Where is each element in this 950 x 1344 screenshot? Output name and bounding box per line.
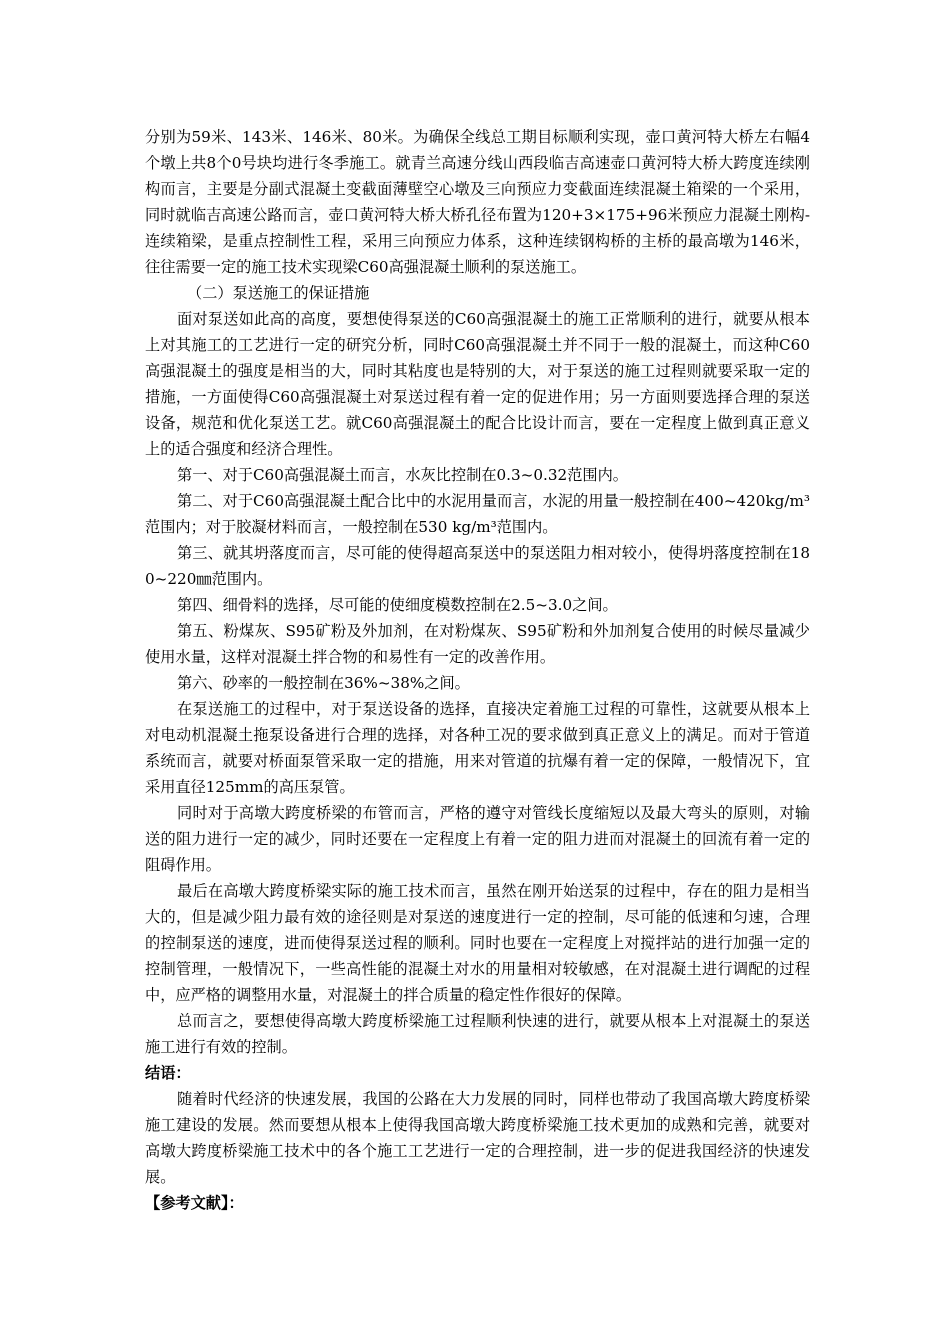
paragraph-item-4: 第四、细骨料的选择，尽可能的使细度模数控制在2.5~3.0之间。 bbox=[177, 596, 618, 614]
section-heading: （二）泵送施工的保证措施 bbox=[187, 284, 370, 302]
paragraph-item-5: 第五、粉煤灰、S95矿粉及外加剂，在对粉煤灰、S95矿粉和外加剂复合使用的时候尽量减少使用水量，这样对混凝土拌合物的和易性有一定的改善作用。 bbox=[145, 622, 810, 666]
paragraph-item-1: 第一、对于C60高强混凝土而言，水灰比控制在0.3~0.32范围内。 bbox=[177, 466, 628, 484]
conclusion-paragraph: 随着时代经济的快速发展，我国的公路在大力发展的同时，同样也带动了我国高墩大跨度桥梁施工建设的发展。然而要想从根本上使得我国高墩大跨度桥梁施工技术更加的成熟和完善，就要对高墩大跨度桥梁施工技术中的各个施工工艺进行一定的合理控制，进一步的促进我国经济的快速发展。 bbox=[145, 1090, 810, 1186]
paragraph-summary: 总而言之，要想使得高墩大跨度桥梁施工过程顺利快速的进行，就要从根本上对混凝土的泵送施工进行有效的控制。 bbox=[145, 1012, 810, 1056]
opening-paragraph: 分别为59米、143米、146米、80米。为确保全线总工期目标顺利实现，壶口黄河特大桥左右幅4个墩上共8个0号块均进行冬季施工。就青兰高速分线山西段临吉高速壶口黄河特大桥大跨度连续刚构而言，主要是分副式混凝土变截面薄壁空心墩及三向预应力变截面连续混凝土箱梁的一个采用，同时就临吉高速公路而言，壶口黄河特大桥大桥孔径布置为120+3×175+96米预应力混凝土刚构-连续箱梁，是重点控制性工程，采用三向预应力体系，这种连续钢构桥的主桥的最高墩为146米，往往需要一定的施工技术实现梁C60高强混凝土顺利的泵送施工。 bbox=[145, 128, 810, 276]
paragraph-pumping-intro: 面对泵送如此高的高度，要想使得泵送的C60高强混凝土的施工正常顺利的进行，就要从根本上对其施工的工艺进行一定的研究分析，同时C60高强混凝土并不同于一般的混凝土，而这种C60高强混凝土的强度是相当的大，同时其粘度也是特别的大，对于泵送的施工过程则就要采取一定的措施，一方面使得C60高强混凝土对泵送过程有着一定的促进作用；另一方面则要选择合理的泵送设备，规范和优化泵送工艺。就C60高强混凝土的配合比设计而言，要在一定程度上做到真正意义上的适合强度和经济合理性。 bbox=[145, 310, 810, 458]
paragraph-item-2: 第二、对于C60高强混凝土配合比中的水泥用量而言，水泥的用量一般控制在400~420kg/m³范围内；对于胶凝材料而言，一般控制在530 kg/m³范围内。 bbox=[145, 492, 810, 536]
paragraph-equipment: 在泵送施工的过程中，对于泵送设备的选择，直接决定着施工过程的可靠性，这就要从根本上对电动机混凝土拖泵设备进行合理的选择，对各种工况的要求做到真正意义上的满足。而对于管道系统而言，就要对桥面泵管采取一定的措施，用来对管道的抗爆有着一定的保障，一般情况下，宜采用直径125mm的高压泵管。 bbox=[145, 700, 810, 796]
paragraph-pipe-layout: 同时对于高墩大跨度桥梁的布管而言，严格的遵守对管线长度缩短以及最大弯头的原则，对输送的阻力进行一定的减少，同时还要在一定程度上有着一定的阻力进而对混凝土的回流有着一定的阻碍作用。 bbox=[145, 804, 810, 874]
paragraph-pumping-speed: 最后在高墩大跨度桥梁实际的施工技术而言，虽然在刚开始送泵的过程中，存在的阻力是相当大的，但是减少阻力最有效的途径则是对泵送的速度进行一定的控制，尽可能的低速和匀速，合理的控制泵送的速度，进而使得泵送过程的顺利。同时也要在一定程度上对搅拌站的进行加强一定的控制管理，一般情况下，一些高性能的混凝土对水的用量相对较敏感，在对混凝土进行调配的过程中，应严格的调整用水量，对混凝土的拌合质量的稳定性作很好的保障。 bbox=[145, 882, 810, 1004]
paragraph-item-3: 第三、就其坍落度而言，尽可能的使得超高泵送中的泵送阻力相对较小，使得坍落度控制在180~220㎜范围内。 bbox=[145, 544, 810, 588]
conclusion-heading: 结语： bbox=[145, 1064, 191, 1082]
references-heading: 【参考文献】： bbox=[145, 1194, 244, 1212]
paragraph-item-6: 第六、砂率的一般控制在36%~38%之间。 bbox=[177, 674, 470, 692]
document-body bbox=[145, 124, 810, 1216]
